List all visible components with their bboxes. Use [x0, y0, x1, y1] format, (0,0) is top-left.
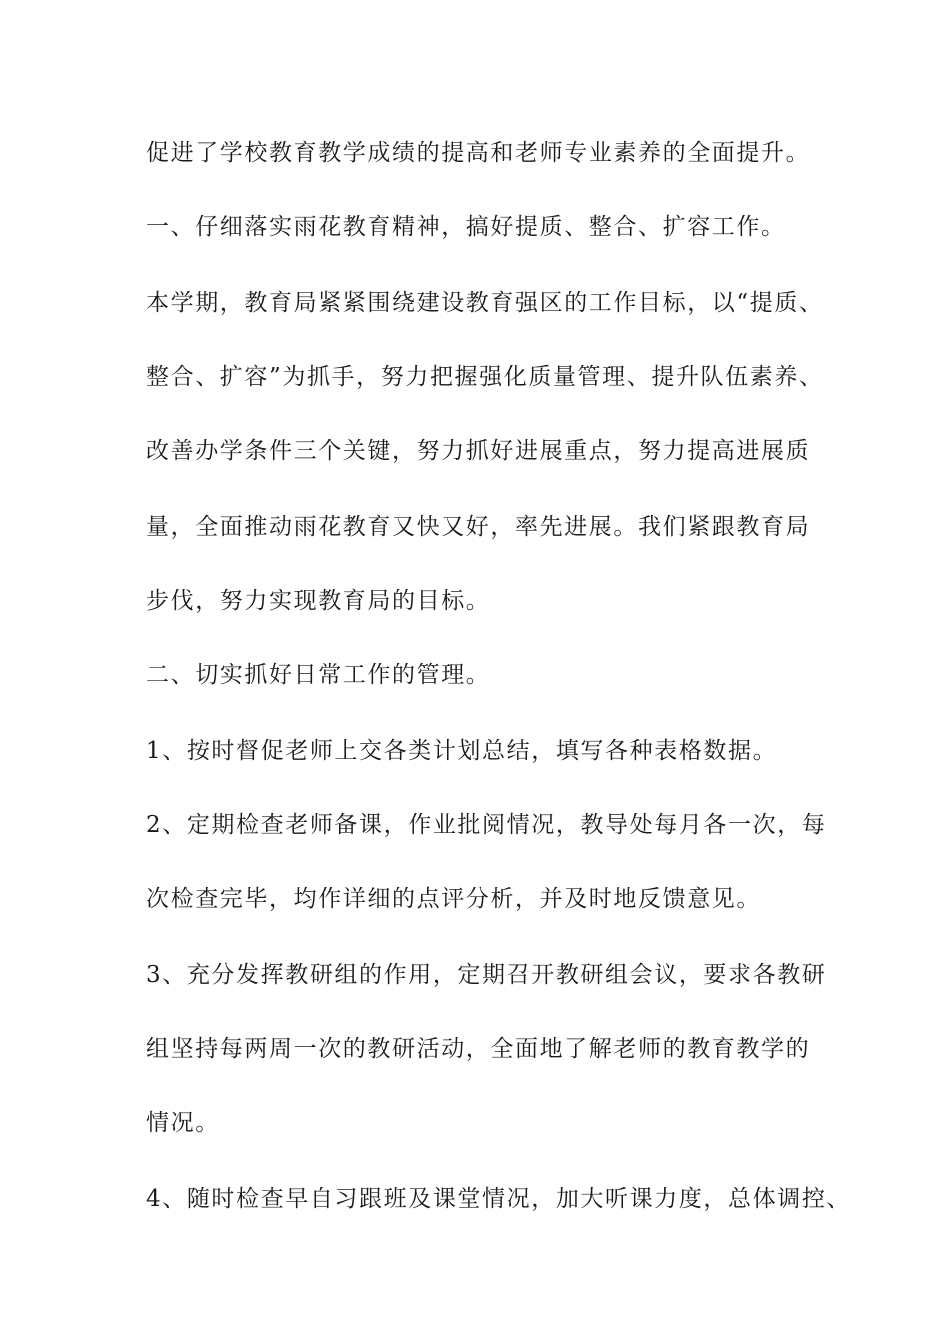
section-heading: 二、切实抓好日常工作的管理。: [146, 662, 491, 688]
list-item: 3、充分发挥教研组的作用，定期召开教研组会议，要求各教研: [146, 962, 827, 988]
paragraph-line: 量，全面推动雨花教育又快又好，率先进展。我们紧跟教育局: [146, 514, 811, 540]
list-item: 2、定期检查老师备课，作业批阅情况，教导处每月各一次，每: [146, 812, 827, 838]
paragraph-line: 情况。: [146, 1110, 220, 1136]
paragraph-line: 步伐，努力实现教育局的目标。: [146, 588, 491, 614]
paragraph-line: 次检查完毕，均作详细的点评分析，并及时地反馈意见。: [146, 886, 761, 912]
section-heading: 一、仔细落实雨花教育精神，搞好提质、整合、扩容工作。: [146, 214, 786, 240]
list-item: 4、随时检查早自习跟班及课堂情况，加大听课力度，总体调控、: [146, 1186, 852, 1212]
paragraph-line: 整合、扩容”为抓手，努力把握强化质量管理、提升队伍素养、: [146, 364, 824, 390]
list-item: 1、按时督促老师上交各类计划总结，填写各种表格数据。: [146, 738, 778, 764]
paragraph-line: 改善办学条件三个关键，努力抓好进展重点，努力提高进展质: [146, 438, 811, 464]
paragraph-line: 本学期，教育局紧紧围绕建设教育强区的工作目标，以“提质、: [146, 290, 824, 316]
paragraph-line: 促进了学校教育教学成绩的提高和老师专业素养的全面提升。: [146, 140, 811, 166]
paragraph-line: 组坚持每两周一次的教研活动，全面地了解老师的教育教学的: [146, 1036, 811, 1062]
